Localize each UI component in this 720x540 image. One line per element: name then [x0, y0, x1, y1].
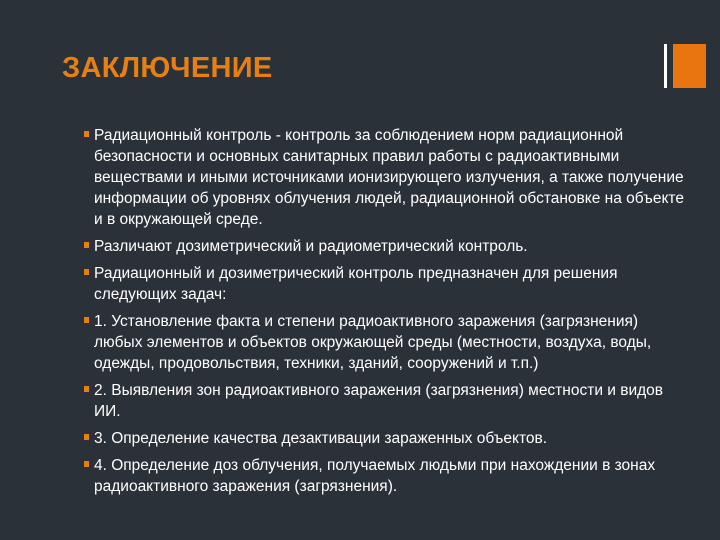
- bullet-item: [86, 236, 686, 257]
- square-bullet-icon: [84, 461, 89, 467]
- bullet-text: 2. Выявления зон радиоактивного заражения (загрязнения) местности и видов ИИ.: [94, 382, 664, 420]
- bullet-text: Различают дозиметрический и радиометрический контроль.: [94, 238, 528, 255]
- bullet-item: [86, 428, 686, 449]
- bullet-item: [86, 311, 686, 374]
- bullet-item: [86, 125, 686, 230]
- bullet-item: [86, 380, 686, 422]
- square-bullet-icon: [84, 131, 89, 137]
- bullet-item: [86, 263, 686, 305]
- bullet-text: 3. Определение качества дезактивации зараженных объектов.: [94, 430, 548, 447]
- bullet-text: 1. Установление факта и степени радиоактивного заражения (загрязнения) любых элементов и объектов окружающей среды (местности, воздуха, воды, одежды, продовольствия, техники, зданий, сооружений и т.п.): [94, 313, 652, 372]
- bullet-text: 4. Определение доз облучения, получаемых людьми при нахождении в зонах радиоактивного заражения (загрязнения).: [94, 457, 656, 495]
- square-bullet-icon: [84, 269, 89, 275]
- bullet-text: Радиационный контроль - контроль за соблюдением норм радиационной безопасности и основных санитарных правил работы с радиоактивными веществами и иными источниками ионизирующего излучения, а также получение информации об уровнях облучения людей, радиационной обстановке на объекте и в окружающей среде.: [94, 127, 684, 228]
- slide-title: ЗАКЛЮЧЕНИЕ: [62, 52, 273, 84]
- square-bullet-icon: [84, 317, 89, 323]
- square-bullet-icon: [84, 242, 89, 248]
- bullet-item: [86, 455, 686, 497]
- bullet-text: Радиационный и дозиметрический контроль предназначен для решения следующих задач:: [94, 265, 618, 303]
- accent-bar-orange: [673, 44, 706, 88]
- square-bullet-icon: [84, 386, 89, 392]
- accent-bar-thin: [664, 44, 667, 88]
- bullet-list: [86, 125, 686, 503]
- square-bullet-icon: [84, 434, 89, 440]
